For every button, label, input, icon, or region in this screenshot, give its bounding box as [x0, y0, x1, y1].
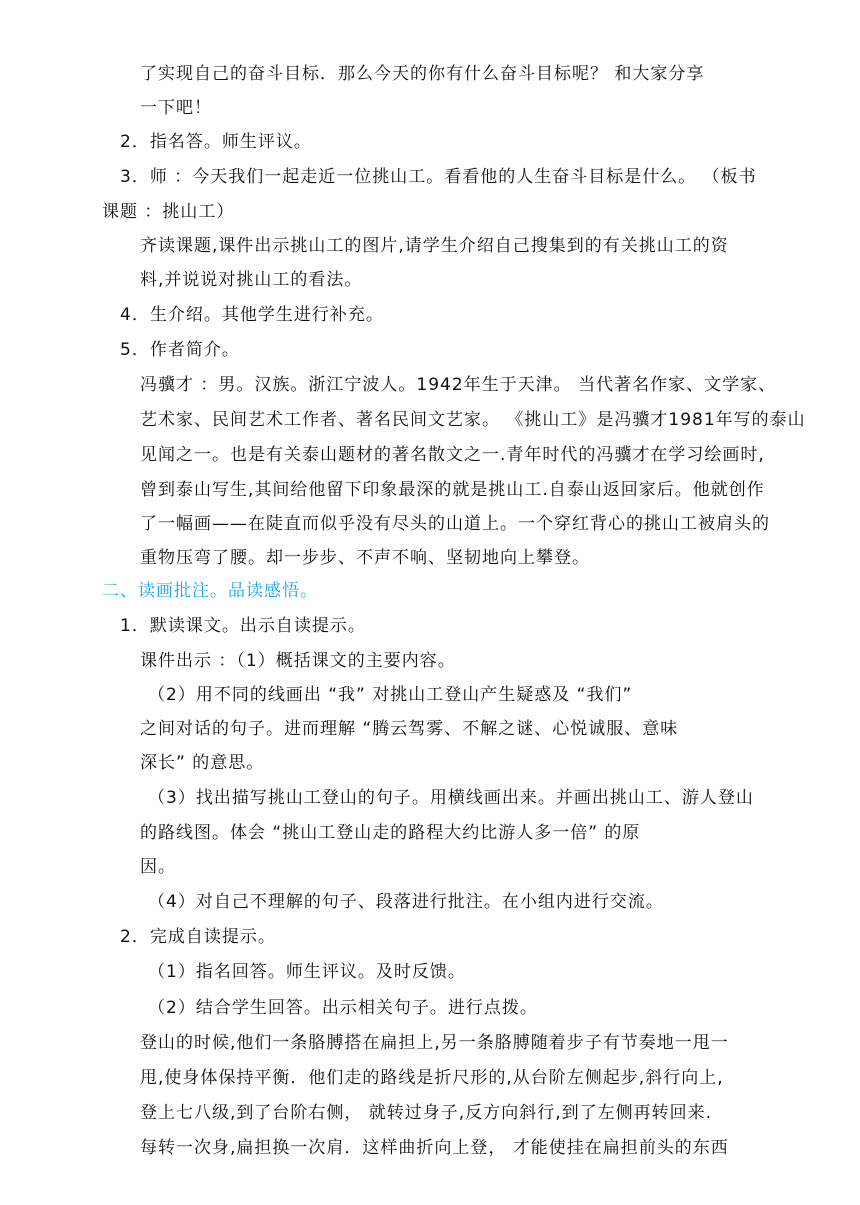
intro-line-2: 一下吧！ [140, 98, 212, 118]
section-2-heading: 二、读画批注。品读感悟。 [102, 581, 318, 601]
courseware-p2-line-1: （2）用不同的线画出 “我” 对挑山工登山产生疑惑及 “我们” [148, 685, 633, 705]
section-2-item-2: 2．完成自读提示。 [120, 927, 276, 947]
section-2-item-1: 1．默读课文。出示自读提示。 [120, 616, 366, 636]
author-line-6: 重物压弯了腰。却一步步、不声不响、坚韧地向上攀登。 [140, 548, 590, 568]
author-line-2: 艺术家、民间艺术工作者、著名民间文艺家。 《挑山工》是冯骥才1981年写的泰山 [140, 410, 806, 430]
courseware-p2-line-2: 之间对话的句子。进而理解 “腾云驾雾、不解之谜、心悦诚服、意味 [140, 719, 679, 739]
author-line-4: 曾到泰山写生,其间给他留下印象最深的就是挑山工.自泰山返回家后。他就创作 [140, 480, 765, 500]
courseware-p4: （4）对自己不理解的句子、段落进行批注。在小组内进行交流。 [148, 892, 664, 912]
passage-line-1: 登山的时候,他们一条胳膊搭在扁担上,另一条胳膊随着步子有节奏地一甩一 [140, 1033, 729, 1053]
intro-line-1: 了实现自己的奋斗目标．那么今天的你有什么奋斗目标呢？ 和大家分享 [140, 64, 705, 84]
passage-line-4: 每转一次身,扁担换一次肩．这样曲折向上登， 才能使挂在扁担前头的东西 [140, 1138, 729, 1158]
read-title-line-1: 齐读课题,课件出示挑山工的图片,请学生介绍自己搜集到的有关挑山工的资 [140, 236, 729, 256]
courseware-p3-line-2: 的路线图。体会 “挑山工登山走的路程大约比游人多一倍” 的原 [140, 823, 641, 843]
author-line-5: 了一幅画——在陡直而似乎没有尽头的山道上。一个穿红背心的挑山工被肩头的 [140, 514, 770, 534]
courseware-p2-line-3: 深长” 的意思。 [140, 753, 265, 773]
answer-1: （1）指名回答。师生评议。及时反馈。 [148, 962, 466, 982]
item-5: 5．作者简介。 [120, 340, 240, 360]
courseware-p3-line-1: （3）找出描写挑山工登山的句子。用横线画出来。并画出挑山工、游人登山 [148, 788, 754, 808]
item-3-line-2: 课题 ：挑山工） [102, 202, 235, 222]
courseware-p3-line-3: 因。 [140, 857, 176, 877]
read-title-line-2: 料,并说说对挑山工的看法。 [140, 270, 363, 290]
passage-line-3: 登上七八级,到了台阶右侧， 就转过身子,反方向斜行,到了左侧再转回来. [140, 1103, 713, 1123]
author-line-3: 见闻之一。也是有关泰山题材的著名散文之一.青年时代的冯骥才在学习绘画时, [140, 445, 765, 465]
item-2: 2．指名答。师生评议。 [120, 132, 312, 152]
passage-line-2: 甩,使身体保持平衡．他们走的路线是折尺形的,从台阶左侧起步,斜行向上, [140, 1068, 724, 1088]
item-4: 4．生介绍。其他学生进行补充。 [120, 305, 384, 325]
courseware-p1: 课件出示 ：（1）概括课文的主要内容。 [140, 651, 456, 671]
author-line-1: 冯骥才 ：男。汉族。浙江宁波人。1942年生于天津。 当代著名作家、文学家、 [140, 375, 777, 395]
item-3-line-1: 3．师 ：今天我们一起走近一位挑山工。看看他的人生奋斗目标是什么。 （板书 [120, 167, 757, 187]
answer-2: （2）结合学生回答。出示相关句子。进行点拨。 [148, 998, 538, 1018]
